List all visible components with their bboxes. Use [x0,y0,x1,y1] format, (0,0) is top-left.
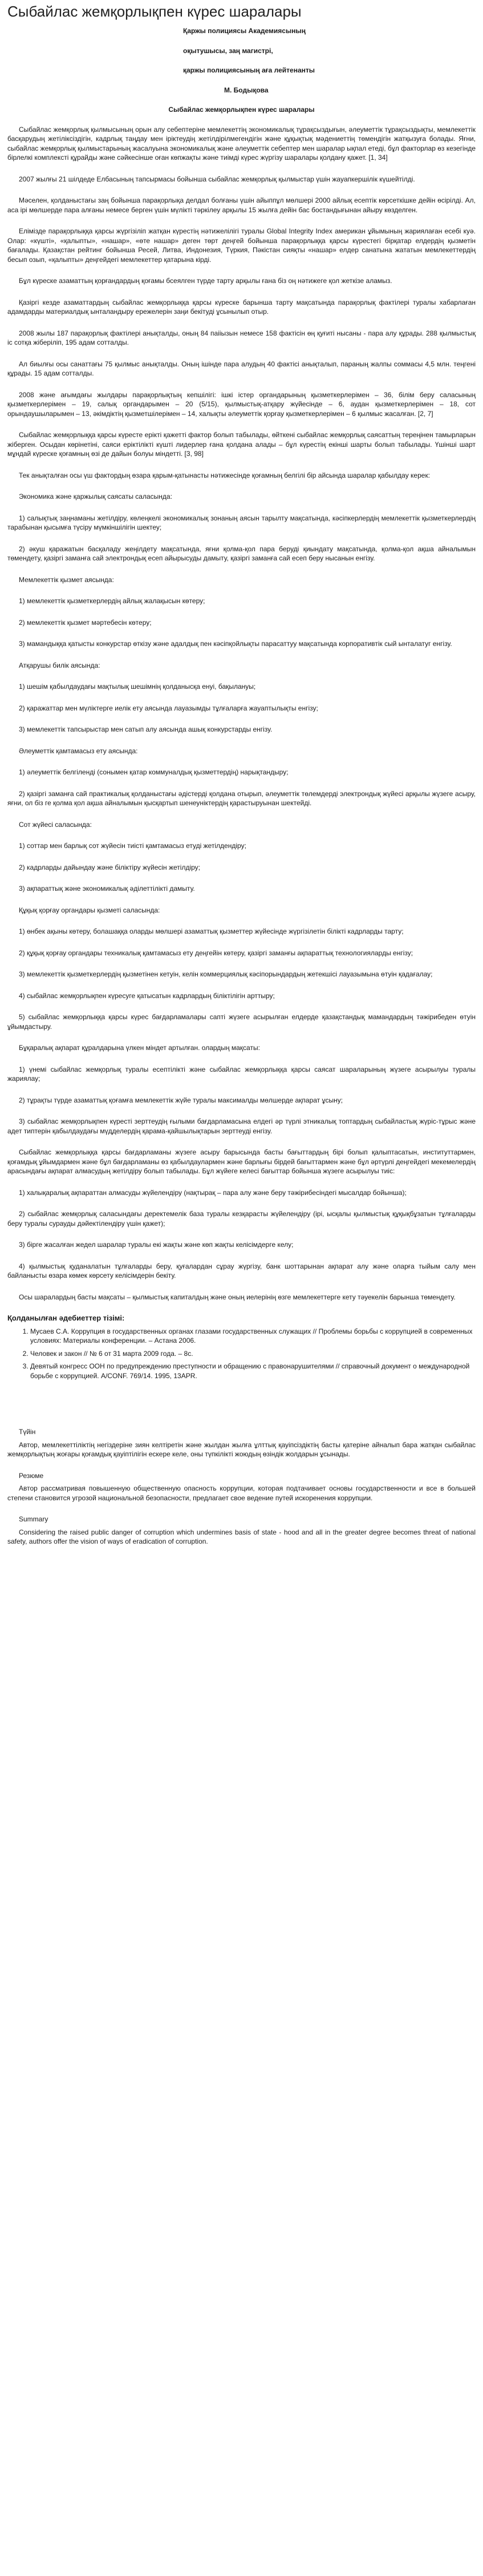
list-item: 2) қаражаттар мен мүліктерге иелік ету аясында лауазымды тұлғаларға жауаптылықты енгізу; [19,704,318,712]
list-item: 2) қазіргі заманға сай практикалық қолданыстағы әдістерді қолдана отырып, әлеуметтік төлемдерді электрондық жүйесі арқылы жүзеге асыру, яғни, ол біз ге қолма қол ақша айналымын қысқартып шенеуніктердің қарастыруынан шектейді. [7,789,476,807]
list-item: 1) салықтық заңнаманы жетілдіру, көлеңкелі экономикалық зонаның аясын тарылту мақсатында, кәсіпкерлердің мемлекеттік қызметкерлердің тарабынан қысымға түсіру мүмкіншілігін шектеу; [7,514,476,531]
list-item: 1) соттар мен барлық сот жүйесін тиісті қамтамасыз етуді жетілдендіру; [19,842,246,850]
abstract-kz: Автор, мемлекеттіліктің негіздеріне зиян келтіретін және жылдан жылға ұлттық қауіпсіздіктің басты қатеріне айналып бара жатқан сыбайлас жемқорлықтың жоғары қоғамдық қауіптілігін ескере келе, оны түпкілікті жоюдың өзіндік жолдарын ұсынады. [7,1440,476,1458]
list-item: 1) өнбек ақыны көтеру, болашаққа оларды мөлшері азаматтық қызметтер жүйесінде жүргізілетін білікті кадрларды тарту; [19,927,404,935]
author-line: қаржы полициясының аға лейтенанты [183,66,315,74]
paragraph: Сыбайлас жемқорлыққа қарсы күресте ерікті қажетті фактор болып табылады, өйткені сыбайлас жемқорлық саясаттың тереңінен тамырларын жіберген. Осыдан көрінетіні, саяси еріктілікті күшті лидерлер ғана қолдана алады – бұл күрестің екінші шарты болып табылады. Үшінші шарт мұндай күреске қоғамның өзі де дайын болуы міндетті. [3, 98] [7,431,476,458]
list-item: 1) әлеуметтік белгіленді (сонымен қатар коммуналдық қызметтердің) нарықтандыру; [19,768,289,776]
section-heading: Мемлекеттік қызмет аясында: [19,575,114,584]
reference-item: 2. Человек и закон // № 6 от 31 марта 2009 года. – 8с. [30,1349,476,1359]
paragraph: Сыбайлас жемқорлық қылмысының орын алу себептеріне мемлекеттің экономикалық тұрақсыздығын, әлеуметтік тұрақсыздықты, мемлекеттік басқарудың жетіліксіздігін, кадрлық таңдау мен іріктеудің жетілдірілмегендігін және құқықтық мәдениеттің төмендігін жатқызуға болады. Яғни, сыбайлас жемқорлық қылмыстарының жасалуына экономикалық және әлеуметтік себептер мен шаралар ықпал етеді, бұл факторлар өз кезегінде бірлелкі комплексті құрайды және сәйкесінше оған көпжақты және тиімді күрес жүргізу шаралары қолдану қажет. [1, 34] [7,125,476,161]
abstract-en: Considering the raised public danger of corruption which undermines basis of state - hood and all in the greater degree becomes threat of national safety, authors offer the vision of ways of eradication of corruption. [7,1528,476,1545]
author-name: М. Бодықова [224,86,269,94]
section-heading: Бұқаралық ақпарат құралдарына үлкен міндет артылған. олардың мақсаты: [19,1044,260,1052]
paragraph: Осы шаралардың басты мақсаты – қылмыстық капиталдың және оның иелерінің өзге мемлекеттерге кету тәуекелін барынша төмендету. [19,1293,456,1301]
list-item: 2) құқық қорғау органдары техникалық қамтамасыз ету деңгейін көтеру, қазіргі заманғы ақпараттық технологияларды енгізу; [19,948,413,957]
list-item: 1) үнемі сыбайлас жемқорлық туралы есептілікті және сыбайлас жемқорлыққа қарсы саясат шараларының жүзеге асырылуы туралы жариялау; [7,1065,476,1083]
document-page [0,2,483,1547]
reference-item: 1. Мусаев С.А. Коррупция в государственных органах глазами государственных служащих // Проблемы борьбы с коррупцией в современных условиях: Материалы конференции. – Астана 2006. [30,1327,476,1346]
list-item: 2) сыбайлас жемқорлық саласындағы деректемелік база туралы кезқарасты жүйелендіру (ірі, ысқалы қылмыстық құқықбұзатын тұлғаларды беру туралы сурауды дәйектілендіру үшін қажет); [7,1210,476,1228]
list-item: 2) тұрақты түрде азаматтық қоғамға мемлекеттік жүйе туралы максималды мөлшерде ақпарат ұсыну; [19,1096,343,1104]
spacer [7,1403,476,1427]
page-title: Сыбайлас жемқорлықпен күрес шаралары [7,3,302,20]
list-item: 3) мемлекеттік қызметкерлердің қызметінен кетуін, келін коммерциялық кәсіпорындардың жетекшісі лауазымына өтуін қадағалау; [19,970,433,978]
list-item: 3) мамандыққа қатысты конкурстар өткізу және адалдық пен кәсіпқойлықты парасаттуу мақсатында корпоративтік сый ынталатуг енгізу. [19,640,452,648]
section-heading: Атқарушы билік аясында: [19,661,100,669]
author-line: Қаржы полициясы Академиясының [183,27,306,35]
article-body [7,26,476,1547]
list-item: 1) мемлекеттік қызметкерлердің айлық жалақысын көтеру; [19,597,205,605]
list-item: 1) халықаралық ақпараттан алмасуды жүйелендіру (нақтырақ – пара алу және беру тәжірибесіндегі мысалдар бойынша); [19,1188,407,1197]
article-subtitle: Сыбайлас жемқорлықпен күрес шаралары [168,106,315,114]
list-item: 4) қылмыстық қуданалатын тұлғаларды беру, қуғалардан сұрау жүргізу, банк шоттарынан ақпарат алу және оларға тыйым салу мен байланысты өзара көмек көрсету келісімдерін бекіту. [7,1262,476,1279]
list-item: 2) мемлекеттік қызмет мәртебесін көтеру; [19,618,152,627]
paragraph: Елімізде парақорлыққа қарсы жүргізіліп жатқан күрестің нәтижелілігі туралы Global Integrity Index американ ұйымының жариялаған есебі куә. Олар: «күшті», «қалыпты», «нашар», «өте нашар» деген төрт деңгей бойынша парақорлыққа қарсы күрестегі бірқатар елдердің қызметін бағалады. Қазақстан рейтинг бойынша Ресей, Литва, Индонезия, Түркия, Пәкістан сияқты «нашар» елдер санатына жататын мемлекеттердің бесып озып, «қалыпты» деңгейдегі мемлекеттер қатарына кірді. [7,227,476,264]
list-item: 5) сыбайлас жемқорлыққа қарсы күрес бағдарламалары сапті жүзеге асырылған елдерде қазақстандық мамандардың тәжірибеден өтуін ұйымдастыру. [7,1013,476,1031]
section-heading: Әлеуметтік қамтамасыз ету аясында: [19,746,138,755]
list-item: 3) мемлекеттік тапсырыстар мен сатып алу аясында ашық конкурстарды енгізу. [19,725,273,733]
section-heading: Құқық қорғау органдары қызметі саласында: [19,906,160,914]
references-list [7,1327,476,1381]
paragraph: Қазіргі кезде азаматтардың сыбайлас жемқорлыққа қарсы күреске барынша тарту мақсатында парақорлық фактілері туралы хабарлаған адамдарды материалдық ынталандыру ережелерін заңи бекітуді ұсынылып отыр. [7,298,476,316]
paragraph: Мәселен, қолданыстағы заң бойынша парақорлықа делдал болғаны үшін айыппұл мөлшері 2000 айлық есептік көрсеткішке дейін өсірілді. Ал, аса ірі мөлшерде пара алғаны немесе берген үшін мүлікті тәркілеу арқылы 15 жылға дейін бас бостандығынан айыру көзделген. [7,196,476,214]
paragraph: 2008 және ағымдағы жылдары парақорлықтың кепшілігі: ішкі істер органдарының қызметкерлерімен – 36, білім беру саласының қызметкерлерімен – 19, салық органдарымен – 20 (5/15), қылмыстық-атқару жүйесінде – 6, аудан қызметкерлерімен – 18, сот орындаушыларымен – 13, әкімдіктің қызметшілерімен – 14, халықты әлеуметтік қорғау қызметкерлерімен – 6 қылмыс жасалған. [2, 7] [7,390,476,418]
abstract-ru: Автор рассматривая повышенную общественную опасность коррупции, которая подтачивает основы государственности и все в большей степени становится угрозой национальной безопасности, предлагает свое ведение путей искоренения коррупции. [7,1484,476,1502]
list-item: 4) сыбайлас жемқорлықпен күресуге қатысатын кадрлардың біліктілігін арттыру; [19,991,275,1000]
section-heading: Экономика және қаржылық саясаты саласында: [19,492,172,500]
abstract-kz-label: Түйін [19,1428,36,1436]
section-heading: Сот жүйесі саласында: [19,820,92,829]
paragraph: Бұл күреске азаматтың қорғандардың қоғамы бсеялген түрде тарту арқылы ғана біз оң нәтижеге қол жеткізе аламыз. [19,277,392,285]
author-line: оқытушысы, заң магистрі, [183,46,273,55]
reference-item: 3. Девятый конгресс ООН по предупреждению преступности и обращению с правонарушителями // справочный документ о международной борьбе с коррупцией. A/CONF. 769/14. 1995, 13APR. [30,1362,476,1380]
abstract-ru-label: Резюме [19,1471,44,1480]
paragraph: Тек анықталған осы үш фактордың өзара қарым-қатынасты нәтижесінде қоғамның белгілі бір айсында шаралар қабылдау керек: [19,471,431,479]
list-item: 2) кадрларды дайындау және біліктіру жүйесін жетілдіру; [19,863,200,871]
paragraph: Ал биылғы осы санаттағы 75 қылмыс анықталды. Оның ішінде пара алудың 40 фактісі анықталып, параның жалпы соммасы 4,5 млн. теңгені құрады. 15 адам сотталды. [7,360,476,377]
paragraph: 2007 жылғы 21 шілдеде Елбасының тапсырмасы бойынша сыбайлас жемқорлық қылмыстар үшін жауапкершілік күшейтілді. [19,175,415,183]
list-item: 3) сыбайлас жемқорлықпен күресті зерттеудің ғылыми бағдарламасына елдегі әр түрлі этникалық топтардың сыбайластық жүріс-тұрыс және адет типтерін қабылдаудағы мүдделердің қарама-қайшылықтарын зерттеуді енгізу. [7,1117,476,1135]
paragraph: Сыбайлас жемқорлыққа қарсы бағдарламаны жүзеге асыру барысында басты бағыттардың бірі болып қалыптасатын, институттармен, қоғамдық ұйымдармен және бұл бағдарламаны өз қабылдаулармен және барлығы бірдей бағыттармен және бұл әртүрлі деңгейдегі мекемелердің арасындағы ақпарат алмасудың жетілдіру болып табылады. Бұл жүйеге келесі бағыттар бойынша жүзеге асырылуы тиіс: [7,1148,476,1175]
paragraph: 2008 жылы 187 парақорлық фактілері анықталды, оның 84 паiiызын немесе 158 фактісін өң қуғиті ныcаны - пара алу құрады. 288 қылмыстық іс сотқа жіберіліп, 195 адам сотталды. [7,329,476,346]
list-item: 3) бірге жасалған жедел шаралар туралы екі жақты және көп жақты келісімдерге келу; [19,1241,294,1249]
references-heading: Қолданылған әдебиеттер тізімі: [7,1314,125,1322]
abstract-en-label: Summary [19,1515,48,1523]
list-item: 1) шешім қабылдаудағы мақтылық шешімнің қолданысқа енуі, бақылануы; [19,683,256,691]
list-item: 3) ақпараттық және экономикалық әділеттілікті дамыту. [19,885,195,893]
list-item: 2) әкуш қаражатын басқаладу жеңілдету мақсатында, яғни қолма-қол пара беруді қиындату мақсатында, қолма-қол ақша айналымын төмендету, қазіргі заманға сай электрондық есеп айырысуды дамыту, қазіргі заманға сай есеп беру ныcанын енгізу. [7,544,476,562]
